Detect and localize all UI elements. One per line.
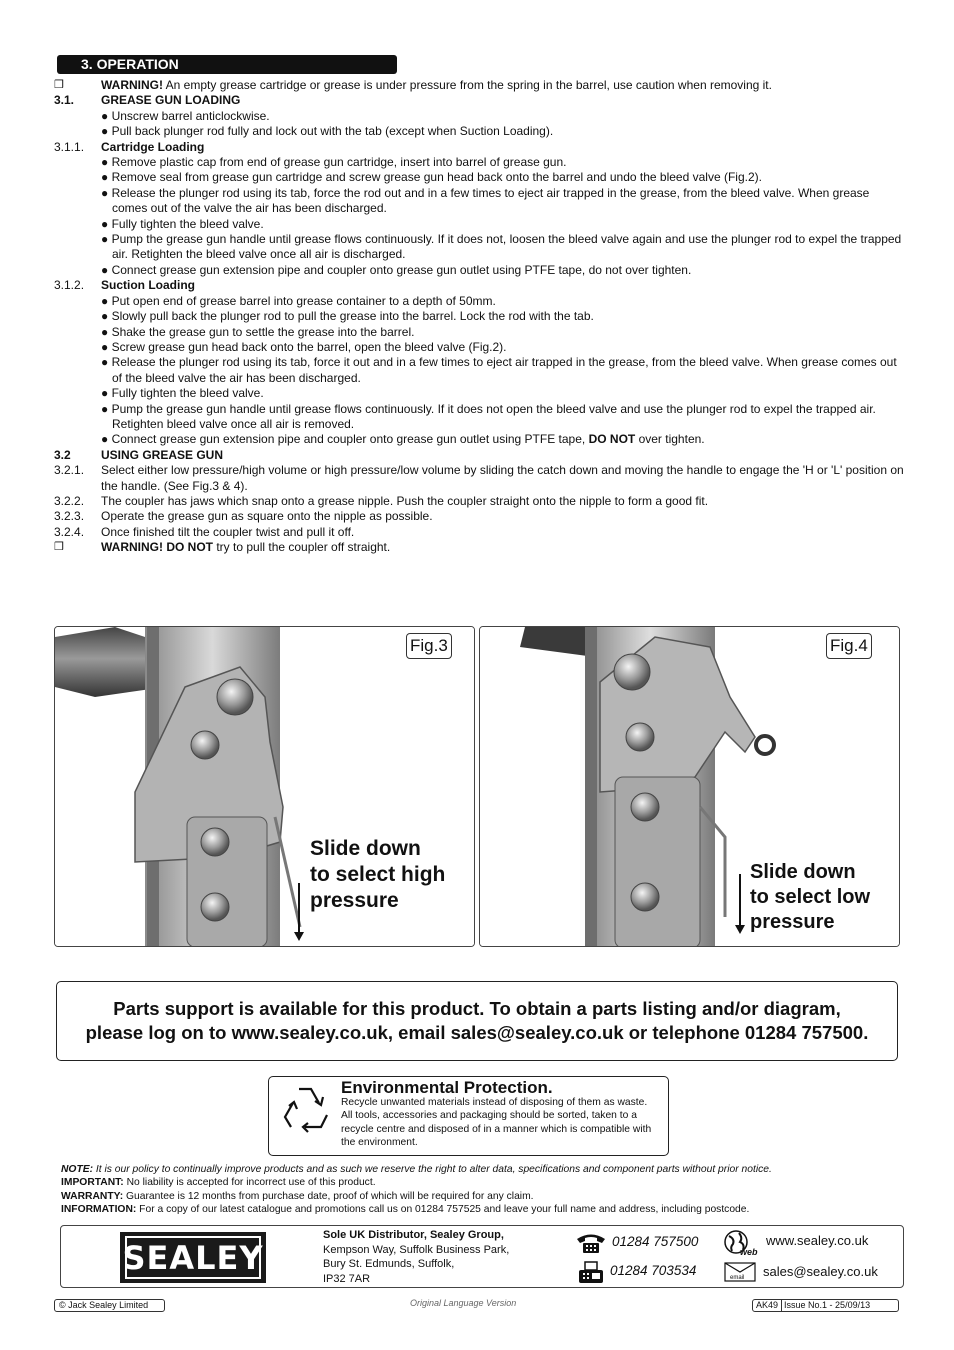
step-number: 3.2.2. bbox=[54, 493, 85, 508]
original-language-note: Original Language Version bbox=[410, 1298, 517, 1308]
warning-row bbox=[54, 540, 904, 555]
fax-number[interactable]: 01284 703534 bbox=[610, 1263, 697, 1278]
caption-line: Slide down bbox=[310, 837, 421, 860]
section-title: GREASE GUN LOADING bbox=[101, 93, 241, 108]
bullet-text: over tighten. bbox=[635, 432, 705, 447]
copyright-badge: © Jack Sealey Limited bbox=[54, 1299, 165, 1312]
section-number: 3.2 bbox=[54, 447, 71, 462]
step-text: Select either low pressure/high volume or high pressure/low volume by sliding the catch down and moving the handle to engage the 'H or 'L' position on the handle. (See Fig.3 & 4). bbox=[101, 463, 904, 493]
environmental-protection-box bbox=[268, 1076, 669, 1156]
address-line: Bury St. Edmunds, Suffolk, bbox=[323, 1258, 455, 1270]
phone-number[interactable]: 01284 757500 bbox=[612, 1234, 699, 1249]
down-arrow-icon bbox=[739, 874, 741, 932]
section-title: USING GREASE GUN bbox=[101, 447, 224, 462]
legal-notes bbox=[61, 1163, 921, 1217]
important-text: No liability is accepted for incorrect use of this product. bbox=[123, 1177, 376, 1189]
information-text: For a copy of our latest catalogue and promotions call us on 01284 757525 and leave your full name and address, including postcode. bbox=[136, 1204, 750, 1216]
warning-text: An empty grease cartridge or grease is under pressure from the spring in the barrel, use caution when removing it. bbox=[163, 78, 772, 92]
step-text: The coupler has jaws which snap onto a grease nipple. Push the coupler straight onto the nipple to form a good fit. bbox=[101, 493, 709, 508]
environment-title: Environmental Protection. bbox=[341, 1078, 553, 1097]
warning-row bbox=[54, 78, 904, 93]
bullet-item: ● Pump the grease gun handle until grease flows continuously. If it does not open the bleed valve and use the plunger rod to expel the trapped air. Retighten bleed valve once all air is removed. bbox=[101, 401, 876, 431]
web-globe-icon bbox=[723, 1230, 761, 1256]
bullet-item: ● Remove seal from grease gun cartridge and screw grease gun head back onto the barrel and undo the bleed valve (Fig.2). bbox=[101, 170, 762, 185]
step-number: 3.2.1. bbox=[54, 463, 85, 478]
recycle-icon bbox=[275, 1081, 335, 1141]
issue-badge bbox=[752, 1299, 899, 1312]
figure-4 bbox=[479, 626, 900, 947]
section-heading: 3. OPERATION bbox=[57, 55, 397, 74]
section-number: 3.1.2. bbox=[54, 278, 85, 293]
parts-line: Parts support is available for this product. To obtain a parts listing and/or diagram, bbox=[113, 998, 841, 1019]
section-number: 3.1.1. bbox=[54, 139, 85, 154]
operation-instructions bbox=[54, 78, 904, 556]
caption-line: pressure bbox=[310, 889, 399, 912]
caption-line: pressure bbox=[750, 911, 835, 933]
subsection-title: Suction Loading bbox=[101, 278, 195, 293]
caption-line: Slide down bbox=[750, 861, 856, 883]
figure-caption bbox=[750, 860, 870, 935]
subsection-title: Cartridge Loading bbox=[101, 139, 205, 154]
warning-label: WARNING! DO NOT bbox=[101, 540, 213, 555]
bullet-item: ● Put open end of grease barrel into grease container to a depth of 50mm. bbox=[101, 293, 496, 308]
distributor-name: Sole UK Distributor, Sealey Group, bbox=[323, 1229, 504, 1241]
issue-number: Issue No.1 - 25/09/13 bbox=[784, 1300, 871, 1310]
parts-line: please log on to www.sealey.co.uk, email sales@sealey.co.uk or telephone 01284 757500. bbox=[85, 1022, 869, 1043]
bullet-item bbox=[101, 432, 904, 447]
bullet-item: ● Pump the grease gun handle until grease flows continuously. If it does not, loosen the bleed valve again and use the plunger rod to expel the trapped air. Retighten the bleed valve once all air is discharged. bbox=[101, 232, 902, 262]
important-label: IMPORTANT: bbox=[61, 1177, 124, 1189]
information-label: INFORMATION: bbox=[61, 1204, 137, 1216]
bullet-emphasis: DO NOT bbox=[588, 432, 636, 447]
telephone-icon bbox=[575, 1232, 607, 1254]
address-line: Kempson Way, Suffolk Business Park, bbox=[323, 1243, 510, 1256]
checkbox-symbol: ❒ bbox=[54, 541, 64, 554]
bullet-item: ● Fully tighten the bleed valve. bbox=[101, 386, 264, 401]
email-link[interactable]: sales@sealey.co.uk bbox=[763, 1264, 878, 1279]
figure-label: Fig.4 bbox=[826, 633, 872, 659]
step-number: 3.2.3. bbox=[54, 509, 85, 524]
parts-support-notice bbox=[56, 981, 898, 1061]
bullet-item: ● Connect grease gun extension pipe and coupler onto grease gun outlet using PTFE tape, do not over tighten. bbox=[101, 262, 692, 277]
checkbox-symbol: ❒ bbox=[54, 79, 64, 91]
section-row bbox=[54, 93, 904, 108]
subsection-row bbox=[54, 140, 904, 155]
web-icon-label: web bbox=[740, 1247, 758, 1256]
caption-line: to select high bbox=[310, 863, 446, 886]
warning-text: try to pull the coupler off straight. bbox=[213, 540, 391, 555]
email-envelope-icon bbox=[724, 1262, 756, 1282]
environment-text: Recycle unwanted materials instead of disposing of them as waste. All tools, accessories and packaging should be sorted, taken to a recycle centre and disposed of in a manner which is compatible with the environment. bbox=[341, 1097, 652, 1149]
figure-3 bbox=[54, 626, 475, 947]
bullet-text: ● Connect grease gun extension pipe and coupler onto grease gun outlet using PTFE tape, bbox=[101, 432, 589, 447]
model-number: AK49 bbox=[753, 1300, 782, 1311]
bullet-item: ● Pull back plunger rod fully and lock out with the tab (except when Suction Loading). bbox=[101, 124, 554, 139]
contact-footer bbox=[60, 1225, 904, 1288]
email-icon-label: email bbox=[730, 1275, 745, 1281]
bullet-item: ● Screw grease gun head back onto the barrel, open the bleed valve (Fig.2). bbox=[101, 339, 507, 354]
bullet-item: ● Remove plastic cap from end of grease gun cartridge, insert into barrel of grease gun. bbox=[101, 155, 567, 170]
website-link[interactable]: www.sealey.co.uk bbox=[766, 1233, 869, 1248]
sealey-logo bbox=[120, 1232, 266, 1283]
step-number: 3.2.4. bbox=[54, 524, 85, 539]
bullet-item: ● Fully tighten the bleed valve. bbox=[101, 216, 264, 231]
step-text: Once finished tilt the coupler twist and pull it off. bbox=[101, 524, 355, 539]
step-text: Operate the grease gun as square onto the nipple as possible. bbox=[101, 509, 433, 524]
note-text: It is our policy to continually improve products and as such we reserve the right to alter data, specifications and component parts without prior notice. bbox=[93, 1164, 772, 1175]
logo-text: SEALEY bbox=[125, 1236, 261, 1279]
warranty-label: WARRANTY: bbox=[61, 1190, 124, 1202]
bullet-item: ● Release the plunger rod using its tab, force the rod out and in a few times to eject air trapped in the grease, from the bleed valve. When grease comes out of the valve the air has been discharged. bbox=[101, 185, 870, 216]
section-number: 3.1. bbox=[54, 93, 75, 108]
section-row bbox=[54, 448, 904, 463]
down-arrow-icon bbox=[298, 883, 300, 939]
figure-caption bbox=[310, 836, 445, 914]
warranty-text: Guarantee is 12 months from purchase date, proof of which will be required for any claim. bbox=[123, 1190, 534, 1202]
subsection-row bbox=[54, 278, 904, 293]
note-label: NOTE: bbox=[61, 1164, 94, 1175]
address-line: IP32 7AR bbox=[323, 1272, 371, 1285]
bullet-item: ● Slowly pull back the plunger rod to pull the grease into the barrel. Lock the rod with the tab. bbox=[101, 309, 594, 324]
figure-label: Fig.3 bbox=[406, 633, 452, 659]
caption-line: to select low bbox=[750, 886, 871, 908]
fax-icon bbox=[577, 1261, 605, 1285]
bullet-item: ● Shake the grease gun to settle the grease into the barrel. bbox=[101, 324, 415, 339]
warning-label: WARNING! bbox=[101, 78, 163, 92]
distributor-address bbox=[323, 1228, 509, 1286]
bullet-item: ● Release the plunger rod using its tab, force it out and in a few times to eject air trapped in the grease, from the bleed valve. When grease comes out of the bleed valve the air has been discharged. bbox=[101, 355, 897, 385]
bullet-item: ● Unscrew barrel anticlockwise. bbox=[101, 108, 270, 123]
